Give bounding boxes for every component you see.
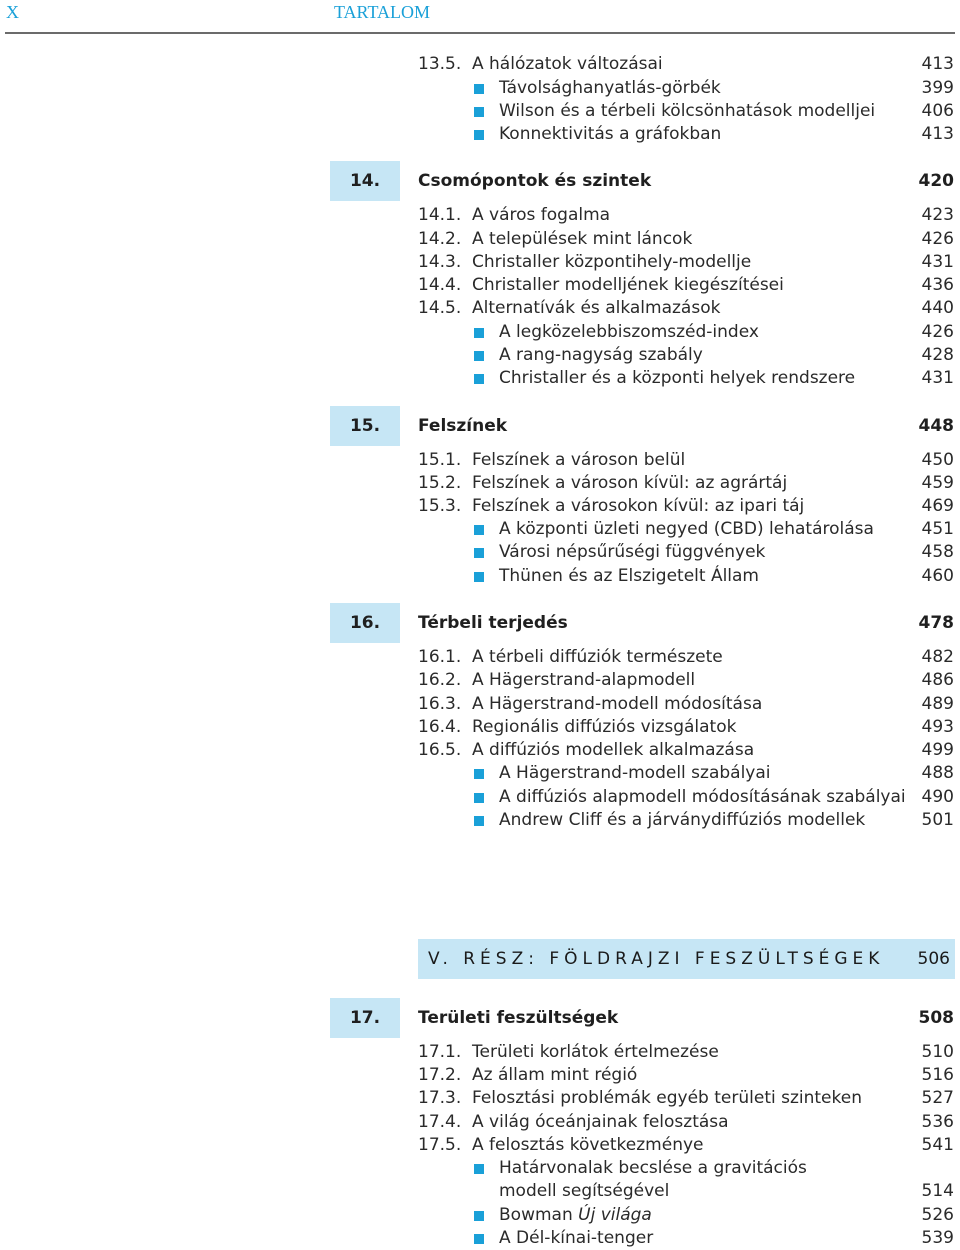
section-number: 16.5.	[418, 740, 462, 760]
section-title: A térbeli diffúziók természete	[472, 647, 723, 667]
section-number: 14.5.	[418, 298, 462, 318]
bullet-square-icon	[474, 328, 484, 338]
section-number: 16.4.	[418, 717, 462, 737]
toc-chapter-17[interactable]	[0, 998, 960, 1038]
toc-bullet-item[interactable]	[0, 762, 960, 785]
section-number: 16.3.	[418, 694, 462, 714]
chapter-title: Csomópontok és szintek	[418, 171, 652, 191]
section-title: A felosztás következménye	[472, 1135, 704, 1155]
page-number: 536	[921, 1112, 954, 1132]
bullet-title-prefix: Bowman	[499, 1205, 579, 1225]
page-number: 406	[921, 101, 954, 121]
toc-section-14-4[interactable]	[0, 274, 960, 297]
chapter-page: 448	[918, 416, 954, 436]
section-title: Felszínek a városon belül	[472, 450, 686, 470]
toc-chapter-15[interactable]	[0, 406, 960, 446]
bullet-title: Christaller és a központi helyek rendszere	[499, 368, 856, 388]
page-number: 431	[921, 252, 954, 272]
bullet-square-icon	[474, 1234, 484, 1244]
page-number: 431	[921, 368, 954, 388]
page-number: 486	[921, 670, 954, 690]
bullet-title: Thünen és az Elszigetelt Állam	[499, 566, 759, 586]
bullet-title-line1: Határvonalak becslése a gravitációs	[499, 1158, 807, 1178]
page-number: 458	[921, 542, 954, 562]
page-number: 527	[921, 1088, 954, 1108]
section-number: 15.3.	[418, 496, 462, 516]
page-number: 460	[921, 566, 954, 586]
section-number: 14.1.	[418, 205, 462, 225]
bullet-square-icon	[474, 816, 484, 826]
toc-bullet-item[interactable]	[0, 123, 960, 146]
toc-bullet-item[interactable]	[0, 565, 960, 588]
section-number: 16.1.	[418, 647, 462, 667]
section-title: Az állam mint régió	[472, 1065, 638, 1085]
page-number: 469	[921, 496, 954, 516]
chapter-number: 14.	[349, 171, 381, 191]
bullet-title: A központi üzleti negyed (CBD) lehatárolása	[499, 519, 874, 539]
section-title: Felszínek a városokon kívül: az ipari táj	[472, 496, 805, 516]
section-title: A diffúziós modellek alkalmazása	[472, 740, 755, 760]
bullet-square-icon	[474, 1164, 484, 1174]
page-number: 501	[921, 810, 954, 830]
toc-section-17-1[interactable]	[0, 1041, 960, 1064]
toc-bullet-item[interactable]	[0, 809, 960, 832]
section-title: Felszínek a városon kívül: az agrártáj	[472, 473, 788, 493]
page-number: 451	[921, 519, 954, 539]
section-title: Felosztási problémák egyéb területi szinteken	[472, 1088, 862, 1108]
bullet-square-icon	[474, 374, 484, 384]
bullet-title: Andrew Cliff és a járványdiffúziós modellek	[499, 810, 866, 830]
chapter-title: Térbeli terjedés	[418, 613, 568, 633]
toc-section-16-5[interactable]	[0, 739, 960, 762]
bullet-title: Távolsághanyatlás-görbék	[499, 78, 721, 98]
toc-bullet-item[interactable]	[0, 541, 960, 564]
toc-bullet-item-continued[interactable]	[0, 1180, 960, 1203]
chapter-number: 16.	[349, 613, 381, 633]
toc-bullet-item[interactable]	[0, 1227, 960, 1250]
toc-section-14-5[interactable]	[0, 297, 960, 320]
section-title: A Hägerstrand-alapmodell	[472, 670, 696, 690]
part-title: V. RÉSZ: FÖLDRAJZI FESZÜLTSÉGEK	[428, 949, 885, 969]
toc-section-16-2[interactable]	[0, 669, 960, 692]
bullet-square-icon	[474, 572, 484, 582]
bullet-title: Városi népsűrűségi függvények	[499, 542, 766, 562]
page-number: 488	[921, 763, 954, 783]
page-number: 426	[921, 229, 954, 249]
page-number: 423	[921, 205, 954, 225]
toc-bullet-item[interactable]	[0, 321, 960, 344]
toc-section-16-1[interactable]	[0, 646, 960, 669]
toc-section-15-3[interactable]	[0, 495, 960, 518]
page-number: 493	[921, 717, 954, 737]
page-number: 510	[921, 1042, 954, 1062]
bullet-title: A Hägerstrand-modell szabályai	[499, 763, 771, 783]
bullet-title-italic: Új világa	[578, 1205, 652, 1225]
page-number: 499	[921, 740, 954, 760]
bullet-title: Konnektivitás a gráfokban	[499, 124, 722, 144]
chapter-page: 478	[918, 613, 954, 633]
top-nav-bar	[0, 0, 960, 34]
section-title: Christaller központihely-modellje	[472, 252, 752, 272]
toc-section-17-2[interactable]	[0, 1064, 960, 1087]
toc-section-14-2[interactable]	[0, 228, 960, 251]
section-title: Alternatívák és alkalmazások	[472, 298, 721, 318]
page-number: 450	[921, 450, 954, 470]
contents-link[interactable]: TARTALOM	[334, 2, 431, 22]
bullet-title: A diffúziós alapmodell módosításának szabályai	[499, 787, 906, 807]
toc-section-13-5[interactable]	[0, 53, 960, 76]
page-number: 413	[921, 54, 954, 74]
bullet-title	[499, 1204, 652, 1227]
section-title: A város fogalma	[472, 205, 611, 225]
bullet-square-icon	[474, 769, 484, 779]
bullet-square-icon	[474, 84, 484, 94]
section-title: A Hägerstrand-modell módosítása	[472, 694, 763, 714]
bullet-square-icon	[474, 793, 484, 803]
toc-bullet-item[interactable]	[0, 77, 960, 100]
toc-section-16-3[interactable]	[0, 693, 960, 716]
toc-bullet-item[interactable]	[0, 367, 960, 390]
section-number: 17.2.	[418, 1065, 462, 1085]
toc-bullet-item[interactable]	[0, 1157, 960, 1180]
toc-bullet-item[interactable]	[0, 100, 960, 123]
section-number: 16.2.	[418, 670, 462, 690]
toc-section-15-1[interactable]	[0, 449, 960, 472]
bullet-title: Wilson és a térbeli kölcsönhatások modelljei	[499, 101, 876, 121]
chapter-title: Felszínek	[418, 416, 508, 436]
section-title: A világ óceánjainak felosztása	[472, 1112, 729, 1132]
toc-section-17-4[interactable]	[0, 1111, 960, 1134]
section-number: 17.3.	[418, 1088, 462, 1108]
toc-section-14-1[interactable]	[0, 204, 960, 227]
page-number: 482	[921, 647, 954, 667]
bullet-square-icon	[474, 107, 484, 117]
section-title: Területi korlátok értelmezése	[472, 1042, 719, 1062]
section-number: 14.4.	[418, 275, 462, 295]
section-number: 15.2.	[418, 473, 462, 493]
section-number: 14.2.	[418, 229, 462, 249]
section-number: 15.1.	[418, 450, 462, 470]
chapter-number: 17.	[349, 1008, 381, 1028]
section-title: A hálózatok változásai	[472, 54, 663, 74]
page-number: 428	[921, 345, 954, 365]
page-number: 426	[921, 322, 954, 342]
section-title: A települések mint láncok	[472, 229, 693, 249]
toc-chapter-16[interactable]	[0, 603, 960, 643]
page-number: 516	[921, 1065, 954, 1085]
bullet-square-icon	[474, 130, 484, 140]
section-title: Christaller modelljének kiegészítései	[472, 275, 784, 295]
bullet-square-icon	[474, 1211, 484, 1221]
chapter-page: 508	[918, 1008, 954, 1028]
bullet-square-icon	[474, 351, 484, 361]
bullet-title: A rang-nagyság szabály	[499, 345, 703, 365]
header-divider	[5, 32, 955, 34]
page-number: 489	[921, 694, 954, 714]
section-number: 14.3.	[418, 252, 462, 272]
chapter-title: Területi feszültségek	[418, 1008, 619, 1028]
chapter-number: 15.	[349, 416, 381, 436]
toc-bullet-item[interactable]	[0, 1204, 960, 1227]
toc-section-15-2[interactable]	[0, 472, 960, 495]
page-number: 436	[921, 275, 954, 295]
toc-bullet-item[interactable]	[0, 786, 960, 809]
page-number: 399	[921, 78, 954, 98]
toc-part-5[interactable]	[418, 939, 955, 979]
chapter-page: 420	[918, 171, 954, 191]
page-number: 539	[921, 1228, 954, 1248]
page-number: 413	[921, 124, 954, 144]
section-title: Regionális diffúziós vizsgálatok	[472, 717, 737, 737]
bullet-title: A Dél-kínai-tenger	[499, 1228, 654, 1248]
toc-bullet-item[interactable]	[0, 344, 960, 367]
toc-section-14-3[interactable]	[0, 251, 960, 274]
page-number: 490	[921, 787, 954, 807]
toc-section-17-5[interactable]	[0, 1134, 960, 1157]
section-number: 13.5.	[418, 54, 462, 74]
bullet-title: A legközelebbiszomszéd-index	[499, 322, 759, 342]
toc-bullet-item[interactable]	[0, 518, 960, 541]
section-number: 17.5.	[418, 1135, 462, 1155]
toc-section-17-3[interactable]	[0, 1087, 960, 1110]
toc-chapter-14[interactable]	[0, 161, 960, 201]
close-link[interactable]: X	[6, 2, 19, 22]
bullet-square-icon	[474, 548, 484, 558]
part-page: 506	[917, 949, 950, 969]
page-number: 541	[921, 1135, 954, 1155]
page-number: 459	[921, 473, 954, 493]
section-number: 17.1.	[418, 1042, 462, 1062]
section-number: 17.4.	[418, 1112, 462, 1132]
bullet-title-line2: modell segítségével	[499, 1181, 670, 1201]
toc-section-16-4[interactable]	[0, 716, 960, 739]
page-number: 526	[921, 1205, 954, 1225]
page-number: 440	[921, 298, 954, 318]
bullet-square-icon	[474, 525, 484, 535]
page-number: 514	[921, 1181, 954, 1201]
